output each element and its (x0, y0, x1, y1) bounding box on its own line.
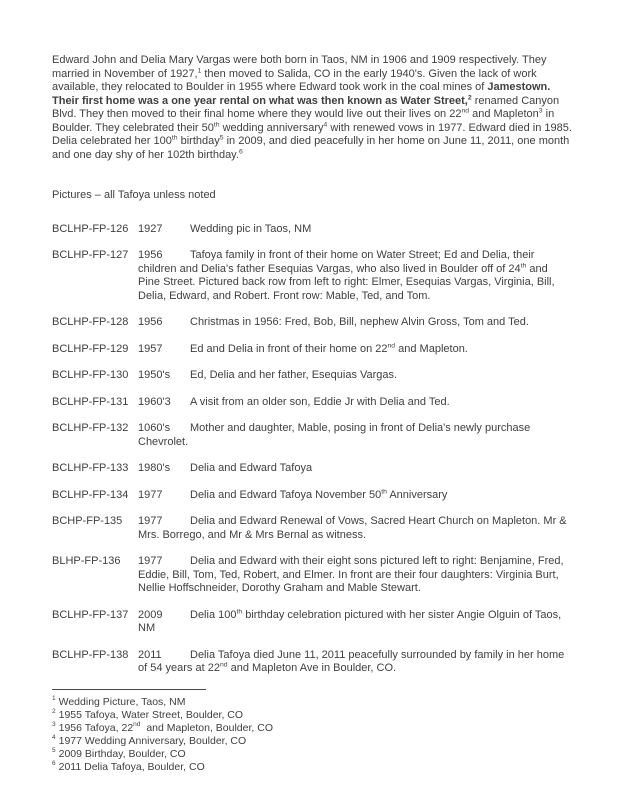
photo-row (52, 422, 572, 449)
photo-id: BCLHP-FP-130 (52, 369, 129, 381)
photo-description: Tafoya family in front of their home on Water Street; Ed and Delia, their children and Delia's father Esequias Vargas, who also lived in Boulder off of 24th and Pine Street. Pictured back row from left to right: Elmer, Esequias Vargas, Virginia, Bill, Delia, Edward, and Robert. Front row: Mable, Ted, and Tom. (138, 249, 555, 302)
photo-id: BCHP-FP-135 (52, 515, 123, 527)
photo-row (52, 462, 572, 476)
photo-row (52, 396, 572, 410)
photo-year: 2009 (138, 608, 163, 621)
photo-description: Delia and Edward Tafoya November 50th Anniversary (190, 487, 448, 501)
footnote-marker: 4 (52, 734, 56, 741)
photo-row (52, 316, 572, 330)
photo-row (52, 343, 572, 357)
footnotes-section (52, 689, 572, 774)
photo-year: 1977 (138, 488, 163, 501)
photo-year: 1957 (138, 342, 163, 355)
photo-id: BCLHP-FP-129 (52, 342, 129, 355)
footnote-marker: 2 (52, 708, 56, 715)
footnote-text: 2011 Delia Tafoya, Boulder, CO (58, 760, 205, 773)
photo-id: BCLHP-FP-134 (52, 488, 129, 501)
photo-row (52, 649, 572, 676)
footnote-marker: 6 (52, 760, 56, 767)
photo-year: 1980's (138, 462, 171, 474)
photo-year: 1060's (138, 422, 171, 434)
photo-id: BCLHP-FP-131 (52, 395, 129, 408)
photo-row (52, 515, 572, 542)
photo-description: Delia Tafoya died June 11, 2011 peacefully surrounded by family in her home of 54 years at 22nd and Mapleton Ave in Boulder, CO. (138, 648, 565, 674)
photo-description: Christmas in 1956: Fred, Bob, Bill, nephew Alvin Gross, Tom and Ted. (190, 316, 529, 328)
photo-description: Delia and Edward Renewal of Vows, Sacred Heart Church on Mapleton. Mr & Mrs. Borrego, and Mr & Mrs Bernal as witness. (138, 515, 567, 541)
page-content (52, 54, 572, 774)
photo-description: Delia 100th birthday celebration pictured with her sister Angie Olguin of Taos, NM (138, 607, 562, 634)
footnote-text: 1955 Tafoya, Water Street, Boulder, CO (58, 708, 244, 721)
photo-row (52, 369, 572, 383)
intro-paragraph: Edward John and Delia Mary Vargas were both born in Taos, NM in 1906 and 1909 respectively. They married in November of 1927,$^1$ then moved to Salida, CO in the early 1940's. Given the lack of work available, they relocated to Boulder in 1955 where Edward took work in the coal mines of Jamestown. Their first home was a one year rental on what was then known as Water Street,$^2$ renamed Canyon Blvd. They then moved to their final home where they would live out their lives on 22nd and Mapleton$^3$ in Boulder. They celebrated their 50th wedding anniversary$^4$ with renewed vows in 1977. Edward died in 1985. Delia celebrated her 100th birthday$^5$ in 2009, and died peacefully in her home on June 11, 2011, one month and one day shy of her 102th birthday.$^6$ (52, 54, 572, 161)
footnote-marker: 1 (52, 695, 56, 702)
photo-description: Delia and Edward Tafoya (190, 462, 313, 474)
photo-list (52, 223, 572, 676)
pictures-heading: Pictures – all Tafoya unless noted (52, 189, 216, 201)
footnote (52, 735, 572, 748)
photo-id: BCLHP-FP-138 (52, 648, 129, 661)
footnote-marker: 5 (52, 747, 56, 754)
photo-description: A visit from an older son, Eddie Jr with Delia and Ted. (190, 395, 450, 408)
footnote-text: 1977 Wedding Anniversary, Boulder, CO (58, 734, 247, 747)
photo-id: BCLHP-FP-132 (52, 422, 129, 434)
photo-description: Wedding pic in Taos, NM (190, 222, 312, 235)
footnote (52, 696, 572, 709)
photo-year: 1956 (138, 316, 163, 328)
footnote-marker: 3 (52, 721, 56, 728)
footnote (52, 709, 572, 722)
photo-description: Mother and daughter, Mable, posing in front of Delia's newly purchase Chevrolet. (138, 422, 531, 448)
photo-row (52, 609, 572, 636)
photo-year: 2011 (138, 648, 162, 661)
photo-year: 1950's (138, 369, 171, 381)
footnote-text: 1956 Tafoya, 22nd and Mapleton, Boulder, CO (58, 721, 273, 734)
photo-id: BCLHP-FP-126 (52, 222, 129, 235)
photo-row (52, 489, 572, 503)
photo-year: 1956 (138, 249, 163, 261)
footnote (52, 748, 572, 761)
photo-id: BCLHP-FP-133 (52, 462, 129, 474)
photo-row (52, 555, 572, 596)
photo-id: BCLHP-FP-127 (52, 249, 129, 261)
photo-row (52, 223, 572, 237)
photo-id: BLHP-FP-136 (52, 555, 121, 567)
photo-id: BCLHP-FP-137 (52, 608, 129, 621)
photo-row (52, 249, 572, 303)
footnote (52, 722, 572, 735)
photo-year: 1927 (138, 222, 163, 235)
photo-description: Delia and Edward with their eight sons pictured left to right: Benjamine, Fred, Eddie, Bill, Tom, Ted, Robert, and Elmer. In front are their four daughters: Virginia Burt, Nellie Hoffschneider, Dorothy Graham and Mable Stewart. (138, 555, 564, 594)
photo-id: BCLHP-FP-128 (52, 316, 129, 328)
photo-year: 1977 (138, 555, 163, 567)
footnote-text: Wedding Picture, Taos, NM (58, 695, 186, 708)
footnote-separator (52, 689, 206, 690)
footnote (52, 761, 572, 774)
footnote-text: 2009 Birthday, Boulder, CO (58, 747, 186, 760)
photo-year: 1977 (138, 515, 163, 527)
photo-description: Ed and Delia in front of their home on 22nd and Mapleton. (190, 341, 468, 355)
photo-description: Ed, Delia and her father, Esequias Vargas. (190, 369, 398, 381)
photo-year: 1960'3 (138, 395, 171, 408)
